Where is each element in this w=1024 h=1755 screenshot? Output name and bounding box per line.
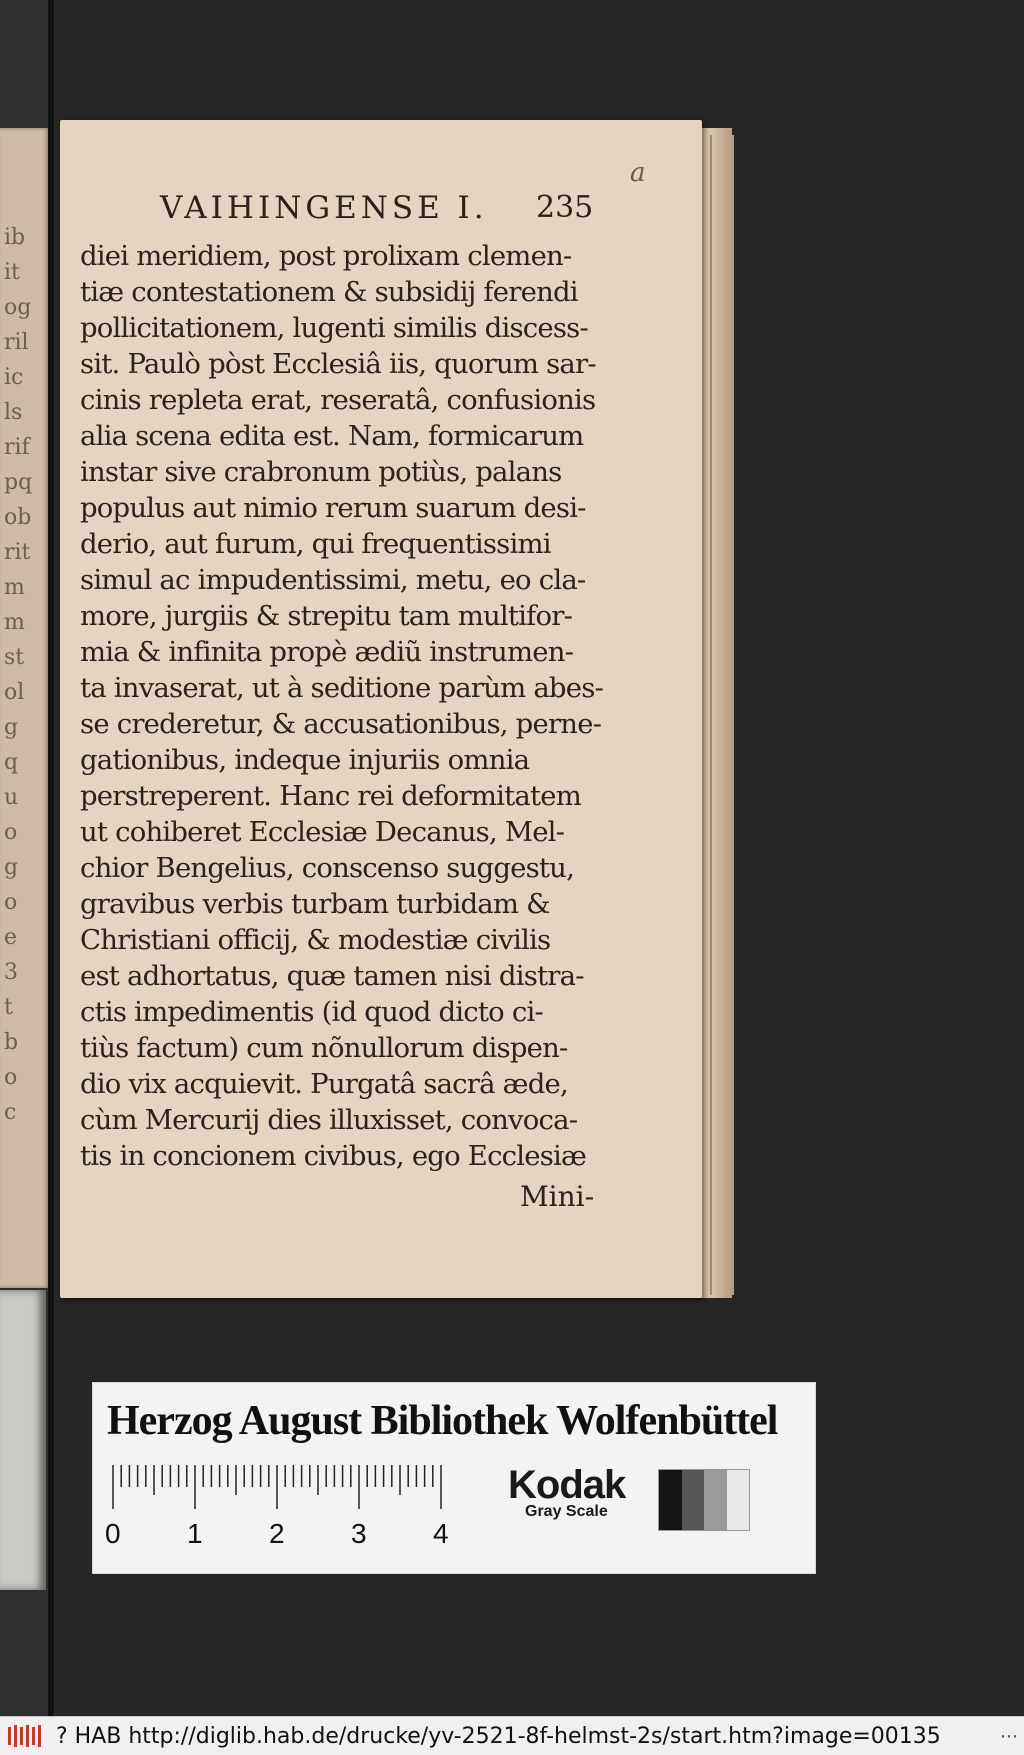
left-page-fragment: q (4, 750, 19, 775)
left-page-fragment: rit (4, 540, 31, 565)
text-line: dio vix acquievit. Purgatâ sacrâ æde, (80, 1068, 568, 1100)
left-page-fragment: b (4, 1030, 19, 1055)
text-line: alia scena edita est. Nam, formicarum (80, 420, 584, 452)
text-line: tiæ contestationem & subsidij ferendi (80, 276, 578, 308)
text-line: est adhortatus, quæ tamen nisi distra- (80, 960, 584, 992)
kodak-brand: Kodak (508, 1463, 626, 1507)
text-line: more, jurgiis & strepitu tam multifor- (80, 600, 573, 632)
left-page-fragment: ic (4, 365, 24, 390)
left-page-fragment: it (4, 260, 20, 285)
text-line: simul ac impudentissimi, metu, eo cla- (80, 564, 586, 596)
page-fore-edge-lines (710, 135, 734, 1295)
text-line: perstreperent. Hanc rei deformitatem (80, 780, 582, 812)
gray-swatch (659, 1470, 682, 1530)
more-icon[interactable]: ⋯ (1000, 1725, 1018, 1747)
text-line: Christiani officij, & modestiæ civilis (80, 924, 551, 956)
ruler-number: 1 (187, 1518, 203, 1549)
text-line: instar sive crabronum potiùs, palans (80, 456, 562, 488)
left-page-fragment: o (4, 890, 18, 915)
gray-scale-label: Gray Scale (525, 1503, 608, 1520)
text-line: chior Bengelius, conscenso suggestu, (80, 852, 575, 884)
left-page-bottom (0, 1290, 46, 1590)
left-page-fragment: m (4, 610, 25, 635)
left-page-fragment: o (4, 1065, 18, 1090)
text-line: ut cohiberet Ecclesiæ Decanus, Mel- (80, 816, 565, 848)
running-head: VAIHINGENSE I. (160, 190, 488, 226)
gray-swatch (727, 1470, 750, 1530)
left-page-fragment: c (4, 1100, 17, 1125)
ruler-number: 2 (269, 1518, 285, 1549)
text-line: se crederetur, & accusationibus, perne- (80, 708, 602, 740)
status-bar (0, 1716, 1024, 1755)
color-reference-card (92, 1382, 816, 1574)
text-line: tiùs factum) cum nõnullorum dispen- (80, 1032, 568, 1064)
left-page-fragment: m (4, 575, 25, 600)
status-url: ? HAB http://diglib.hab.de/drucke/yv-2521-8f-helmst-2s/start.htm?image=00135 (56, 1723, 941, 1749)
text-line: populus aut nimio rerum suarum desi- (80, 492, 586, 524)
margin-mark: a (630, 158, 646, 188)
text-line: ta invaserat, ut à seditione parùm abes- (80, 672, 603, 704)
text-line: cùm Mercurij dies illuxisset, convoca- (80, 1104, 578, 1136)
gray-swatch (704, 1470, 727, 1530)
text-line: tis in concionem civibus, ego Ecclesiæ (80, 1140, 587, 1172)
gray-swatches (658, 1469, 750, 1531)
text-line: ctis impedimentis (id quod dicto ci- (80, 996, 543, 1028)
measure-ruler (107, 1461, 487, 1561)
left-page-fragment: g (4, 715, 19, 740)
left-page-fragment: ril (4, 330, 29, 355)
text-line: gationibus, indeque injuriis omnia (80, 744, 530, 776)
left-page-fragment: ls (4, 400, 23, 425)
left-page-fragment: e (4, 925, 18, 950)
left-page-fragment: t (4, 995, 13, 1020)
left-page-fragment: o (4, 820, 18, 845)
body-text (80, 238, 603, 1174)
left-page-fragment: og (4, 295, 32, 320)
hab-logo-icon (4, 1721, 48, 1751)
text-line: gravibus verbis turbam turbidam & (80, 888, 550, 920)
left-page-fragment: pq (4, 470, 33, 495)
text-line: diei meridiem, post prolixam clemen- (80, 240, 572, 272)
catchword: Mini- (520, 1180, 595, 1213)
text-line: pollicitationem, lugenti similis discess- (80, 312, 588, 344)
left-page-fragment: rif (4, 435, 30, 460)
text-line: cinis repleta erat, reseratâ, confusionis (80, 384, 596, 416)
ruler-number: 4 (433, 1518, 449, 1549)
text-line: derio, aut furum, qui frequentissimi (80, 528, 551, 560)
gray-swatch (682, 1470, 705, 1530)
left-page-fragment: st (4, 645, 25, 670)
ruler-number: 0 (105, 1518, 121, 1549)
library-name: Herzog August Bibliothek Wolfenbüttel (107, 1398, 778, 1444)
left-page-fragment: ob (4, 505, 32, 530)
binding-seam (48, 0, 54, 1716)
ruler-number: 3 (351, 1518, 367, 1549)
page-number: 235 (536, 190, 594, 225)
left-page-fragment: u (4, 785, 19, 810)
left-page-fragment: g (4, 855, 19, 880)
left-page-edge (0, 128, 50, 1288)
left-page-fragment: ol (4, 680, 25, 705)
left-page-fragment: 3 (4, 960, 18, 985)
text-line: mia & infinita propè ædiũ instrumen- (80, 636, 574, 668)
text-line: sit. Paulò pòst Ecclesiâ iis, quorum sar- (80, 348, 596, 380)
left-page-fragment: ib (4, 225, 26, 250)
